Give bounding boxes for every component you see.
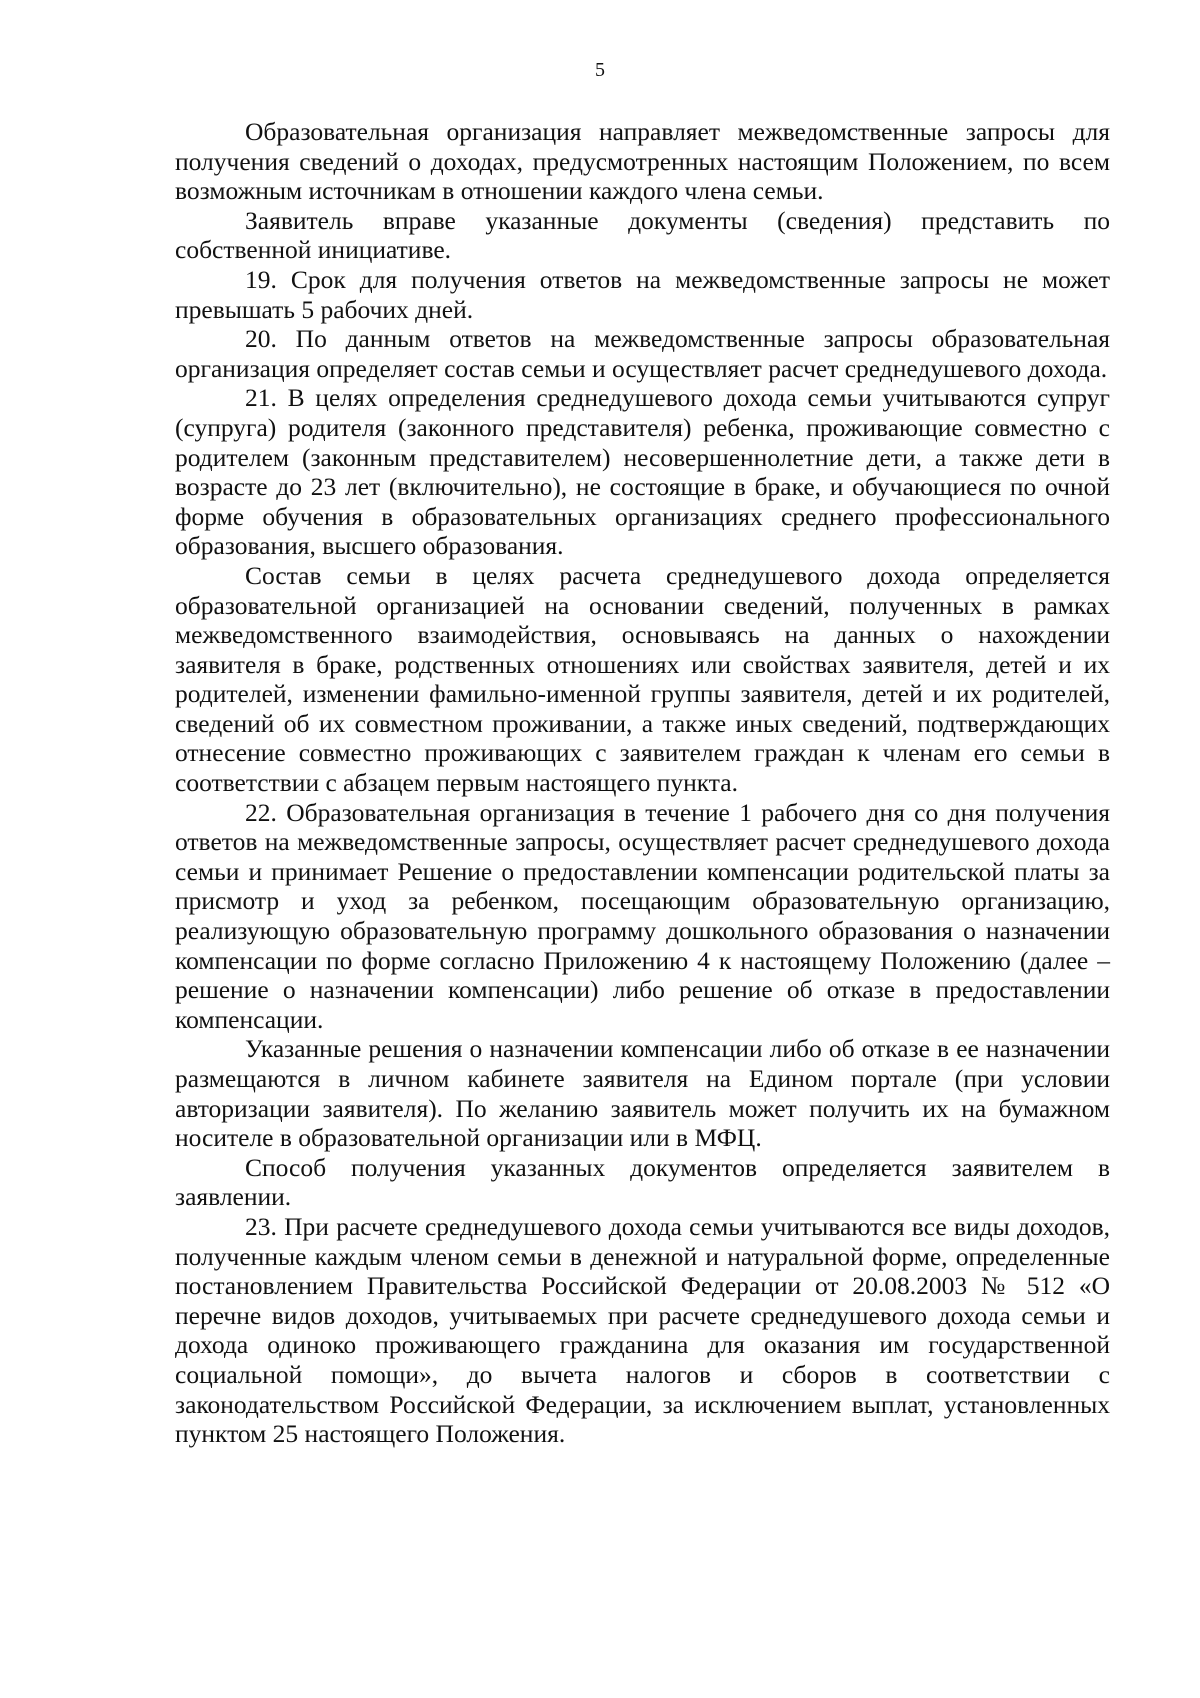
paragraph-interagency-requests: Образовательная организация направляет межведомственные запросы для получения сведений о доходах, предусмотренных настоящим Положением, по всем возможным источникам в отношении каждого члена семьи.: [175, 117, 1110, 206]
page-number: 5: [595, 59, 605, 81]
paragraph-19: 19. Срок для получения ответов на межведомственные запросы не может превышать 5 рабочих дней.: [175, 264, 1110, 324]
paragraph-21: 21. В целях определения среднедушевого дохода семьи учитываются супруг (супруга) родителя (законного представителя) ребенка, проживающие совместно с родителем (законным представителем) несовершеннолетние дети, а также дети в возрасте до 23 лет (включительно), не состоящие в браке, и обучающиеся по очной форме обучения в образовательных организациях среднего профессионального образования, высшего образования.: [175, 383, 1110, 561]
paragraph-23: 23. При расчете среднедушевого дохода семьи учитываются все виды доходов, полученные каждым членом семьи в денежной и натуральной форме, определенные постановлением Правительства Российской Федерации от 20.08.2003 № 512 «О перечне видов доходов, учитываемых при расчете среднедушевого дохода семьи и дохода одиноко проживающего гражданина для оказания им государственной социальной помощи», до вычета налогов и сборов в соответствии с законодательством Российской Федерации, за исключением выплат, установленных пунктом 25 настоящего Положения.: [175, 1211, 1110, 1449]
paragraph-receipt-method: Способ получения указанных документов определяется заявителем в заявлении.: [175, 1152, 1110, 1212]
paragraph-applicant-right: Заявитель вправе указанные документы (сведения) представить по собственной инициативе.: [175, 205, 1110, 265]
paragraph-20: 20. По данным ответов на межведомственные запросы образовательная организация определяет состав семьи и осуществляет расчет среднедушевого дохода.: [175, 324, 1110, 383]
paragraph-decision-placement: Указанные решения о назначении компенсации либо об отказе в ее назначении размещаются в личном кабинете заявителя на Едином портале (при условии авторизации заявителя). По желанию заявитель может получить их на бумажном носителе в образовательной организации или в МФЦ.: [175, 1034, 1110, 1153]
document-body: [175, 117, 1110, 1449]
paragraph-family-composition: Состав семьи в целях расчета среднедушевого дохода определяется образовательной организацией на основании сведений, полученных в рамках межведомственного взаимодействия, основываясь на данных о нахождении заявителя в браке, родственных отношениях или свойствах заявителя, детей и их родителей, изменении фамильно-именной группы заявителя, детей и их родителей, сведений об их совместном проживании, а также иных сведений, подтверждающих отнесение совместно проживающих с заявителем граждан к членам его семьи в соответствии с абзацем первым настоящего пункта.: [175, 560, 1110, 798]
paragraph-22: 22. Образовательная организация в течение 1 рабочего дня со дня получения ответов на межведомственные запросы, осуществляет расчет среднедушевого дохода семьи и принимает Решение о предоставлении компенсации родительской платы за присмотр и уход за ребенком, посещающим образовательную организацию, реализующую образовательную программу дошкольного образования о назначении компенсации по форме согласно Приложению 4 к настоящему Положению (далее – решение о назначении компенсации) либо решение об отказе в предоставлении компенсации.: [175, 797, 1110, 1034]
